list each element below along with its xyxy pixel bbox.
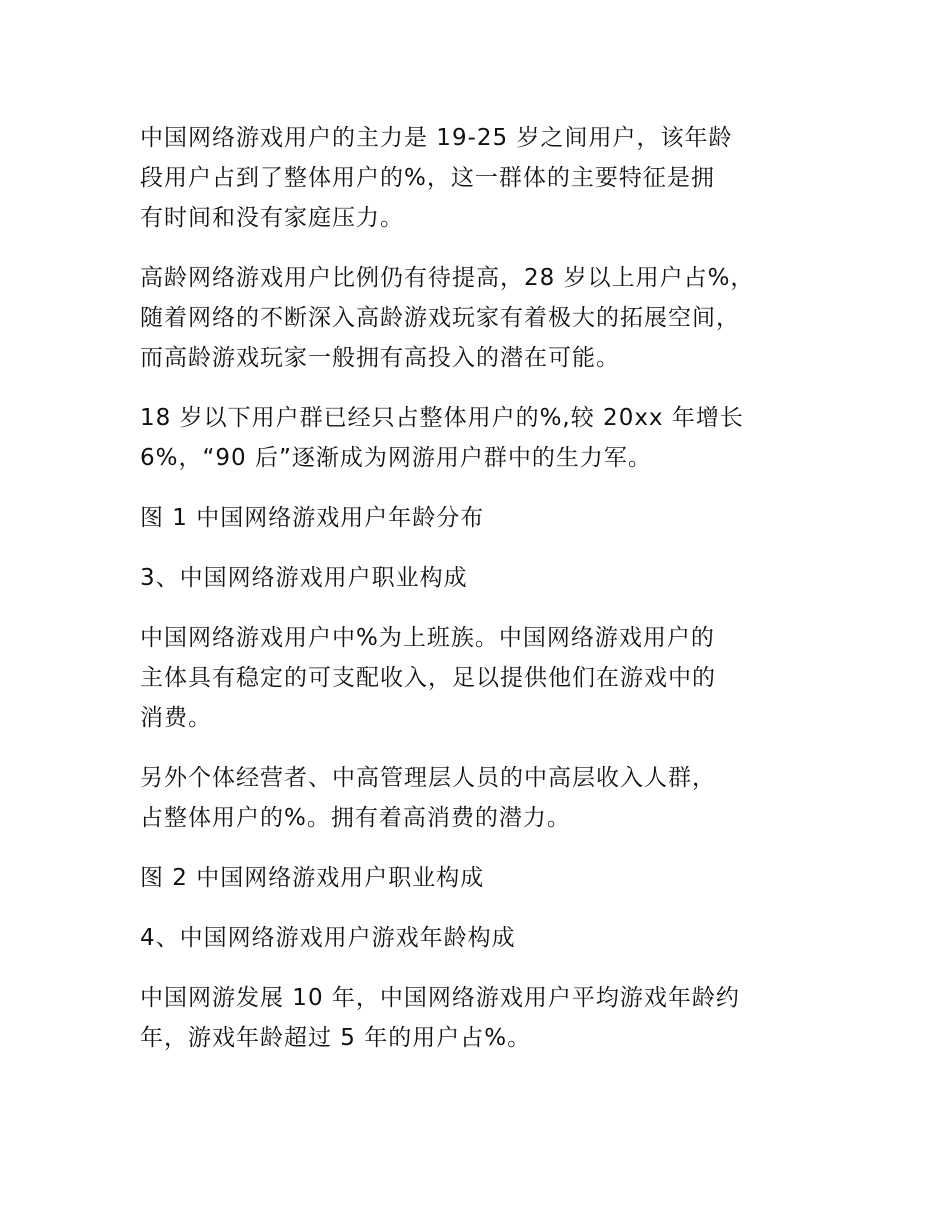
figure-2-caption: 图 2 中国网络游戏用户职业构成 [140,865,485,891]
paragraph-age-main-group: 中国网络游戏用户的主力是 19-25 岁之间用户，该年龄 段用户占到了整体用户的%，这一群体的主要特征是拥 有时间和没有家庭压力。 [140,125,733,231]
section-4-heading: 4、中国网络游戏用户游戏年龄构成 [140,925,516,951]
paragraph-under-18-users: 18 岁以下用户群已经只占整体用户的%,较 20xx 年增长 6%，“90 后”逐渐成为网游用户群中的生力军。 [140,405,744,471]
document-body [140,118,830,1078]
paragraph-office-workers: 中国网络游戏用户中%为上班族。中国网络游戏用户的 主体具有稳定的可支配收入，足以提供他们在游戏中的 消费。 [140,625,716,731]
figure-1-caption: 图 1 中国网络游戏用户年龄分布 [140,505,485,531]
paragraph-gaming-age: 中国网游发展 10 年，中国网络游戏用户平均游戏年龄约 年，游戏年龄超过 5 年的用户占%。 [140,985,740,1051]
paragraph-older-users: 高龄网络游戏用户比例仍有待提高，28 岁以上用户占%， 随着网络的不断深入高龄游戏玩家有着极大的拓展空间， 而高龄游戏玩家一般拥有高投入的潜在可能。 [140,265,755,371]
paragraph-high-income-users: 另外个体经营者、中高管理层人员的中高层收入人群， 占整体用户的%。拥有着高消费的潜力。 [140,765,716,831]
section-3-heading: 3、中国网络游戏用户职业构成 [140,565,468,591]
